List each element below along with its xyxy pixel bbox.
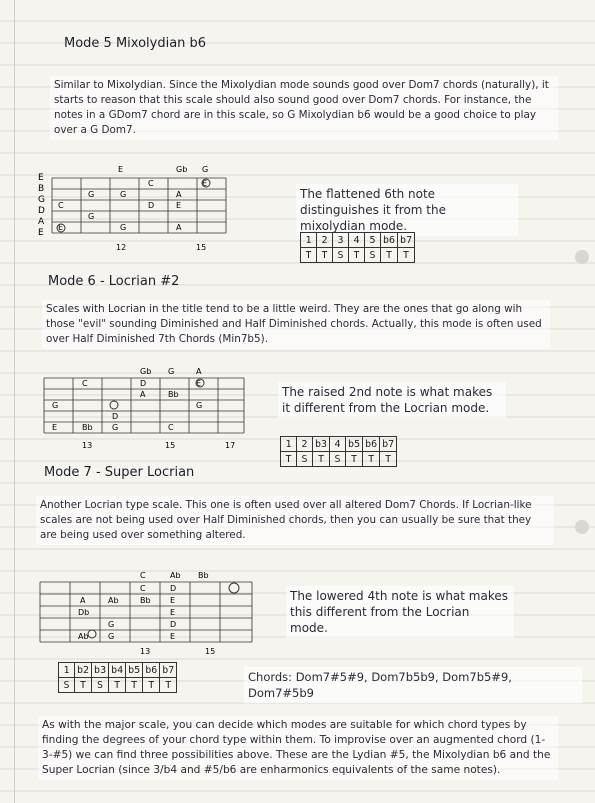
degree-cell: 1 xyxy=(281,437,297,452)
paragraph-mode7: Another Locrian type scale. This one is often used over all altered Dom7 Chords. If Locrian-like scales are not being used over Half Diminished chords, then you can usually be sure that they are being used over something altered. xyxy=(36,496,554,545)
fret-number: 15 xyxy=(205,647,216,656)
heading-mode6: Mode 6 - Locrian #2 xyxy=(48,274,180,289)
fret-number: 17 xyxy=(225,441,236,450)
paragraph-mode5: Similar to Mixolydian. Since the Mixolydian mode sounds good over Dom7 chords (naturally), it starts to reason that this scale should also sound good over Dom7 chords. For instance, the notes in a GDom7 chord are in this scale, so G Mixolydian b6 would be a good choice to play over a G Dom7. xyxy=(50,76,558,140)
fret-note: A xyxy=(80,596,86,605)
fret-note: D xyxy=(140,379,147,388)
degree-cell: 2 xyxy=(317,233,333,248)
step-cell: T xyxy=(75,678,92,693)
fret-note: Ab xyxy=(108,596,119,605)
fret-note: G xyxy=(120,223,127,232)
step-cell: S xyxy=(330,452,346,467)
fret-note: C xyxy=(168,423,174,432)
step-cell: S xyxy=(365,248,381,263)
degree-cell: b3 xyxy=(313,437,330,452)
degree-cell: b2 xyxy=(75,663,92,678)
string-label: E xyxy=(38,228,44,238)
fret-note: A xyxy=(176,223,182,232)
punch-hole xyxy=(575,250,589,264)
fret-note: Db xyxy=(78,608,90,617)
fret-note: A xyxy=(140,390,146,399)
degree-cell: 4 xyxy=(349,233,365,248)
degree-cell: b6 xyxy=(143,663,160,678)
step-cell: T xyxy=(380,452,397,467)
degree-cell: b4 xyxy=(109,663,126,678)
degree-table-mode5 xyxy=(300,232,415,263)
string-label: A xyxy=(38,217,45,227)
fret-note: Bb xyxy=(140,596,151,605)
fret-note: G xyxy=(108,620,115,629)
top-note: A xyxy=(196,367,202,376)
degree-cell: 2 xyxy=(297,437,313,452)
fret-note: C xyxy=(58,201,64,210)
heading-mode7: Mode 7 - Super Locrian xyxy=(44,465,195,480)
root-marker xyxy=(229,583,239,593)
fret-note: E xyxy=(170,608,176,617)
step-cell: T xyxy=(349,248,365,263)
fret-note: Bb xyxy=(82,423,93,432)
degree-cell: b7 xyxy=(398,233,415,248)
step-cell: T xyxy=(109,678,126,693)
fret-note: G xyxy=(120,190,127,199)
degree-cell: 3 xyxy=(333,233,349,248)
fret-note: G xyxy=(108,632,115,641)
string-label: D xyxy=(38,206,45,216)
step-cell: T xyxy=(346,452,363,467)
step-cell: S xyxy=(92,678,109,693)
fret-number: 15 xyxy=(196,243,207,252)
note-mode5: The flattened 6th note distinguishes it from the mixolydian mode. xyxy=(296,184,518,236)
paragraph-mode6: Scales with Locrian in the title tend to be a little weird. They are the ones that go along wih those "evil" sounding Diminished and Half Diminished chords. Actually, this mode is often used over Half Diminished 7th Chords (Min7b5). xyxy=(42,300,550,349)
fret-note: Bb xyxy=(168,390,179,399)
margin-line xyxy=(14,0,15,803)
fret-note: D xyxy=(112,412,119,421)
fret-number: 15 xyxy=(165,441,176,450)
string-label: B xyxy=(38,184,45,194)
top-note: G xyxy=(168,367,175,376)
step-cell: T xyxy=(317,248,333,263)
fret-note: E xyxy=(170,632,176,641)
fret-note: E xyxy=(202,179,208,188)
step-cell: T xyxy=(160,678,177,693)
fret-note: G xyxy=(196,401,203,410)
fret-note: E xyxy=(52,423,58,432)
degree-cell: b5 xyxy=(126,663,143,678)
step-cell: T xyxy=(301,248,317,263)
fret-number: 13 xyxy=(82,441,93,450)
punch-hole xyxy=(575,520,589,534)
step-cell: T xyxy=(143,678,160,693)
step-cell: T xyxy=(313,452,330,467)
top-note: Ab xyxy=(170,571,181,580)
string-label: G xyxy=(38,195,45,205)
fret-note: G xyxy=(52,401,59,410)
fret-note: D xyxy=(170,620,177,629)
fret-note: G xyxy=(88,212,95,221)
degree-cell: b6 xyxy=(381,233,398,248)
top-note: Gb xyxy=(176,165,188,174)
degree-cell: 5 xyxy=(365,233,381,248)
top-note: C xyxy=(140,571,146,580)
step-cell: T xyxy=(126,678,143,693)
fret-note: E xyxy=(176,201,182,210)
fretboard-svg xyxy=(30,366,250,456)
fret-note: D xyxy=(170,584,177,593)
note-mode6: The raised 2nd note is what makes it different from the Locrian mode. xyxy=(278,382,506,418)
fret-note: C xyxy=(82,379,88,388)
fretboard-svg xyxy=(36,162,236,272)
string-label: E xyxy=(38,173,44,183)
fret-note: G xyxy=(112,423,119,432)
step-cell: S xyxy=(297,452,313,467)
fret-number: 12 xyxy=(116,243,127,252)
degree-table-mode6 xyxy=(280,436,397,467)
step-cell: T xyxy=(363,452,380,467)
step-cell: S xyxy=(59,678,75,693)
fret-number: 13 xyxy=(140,647,151,656)
fret-note: E xyxy=(196,379,202,388)
fret-note: C xyxy=(140,584,146,593)
root-marker xyxy=(88,630,96,638)
degree-cell: b7 xyxy=(380,437,397,452)
top-note: E xyxy=(118,165,124,174)
degree-cell: b5 xyxy=(346,437,363,452)
top-note: Gb xyxy=(140,367,152,376)
fret-note: D xyxy=(148,201,155,210)
degree-cell: b6 xyxy=(363,437,380,452)
top-note: Bb xyxy=(198,571,209,580)
step-cell: T xyxy=(381,248,398,263)
paragraph-summary: As with the major scale, you can decide which modes are suitable for which chord types by finding the degrees of your chord type within them. To improvise over an augmented chord (1-3-#5) we can find three possibilities above. These are the Lydian #5, the Mixolydian b6 and the Super Locrian (since 3/b4 and #5/b6 are enharmonics equivalents of the same notes). xyxy=(38,716,558,780)
note-mode7: The lowered 4th note is what makes this different from the Locrian mode. xyxy=(286,586,514,638)
fret-note: A xyxy=(176,190,182,199)
fretboard-diagram-mode5 xyxy=(36,162,236,276)
chords-list: Chords: Dom7#5#9, Dom7b5b9, Dom7b5#9, Dom7#5b9 xyxy=(244,667,582,703)
fretboard-diagram-mode7 xyxy=(30,570,260,670)
top-note: G xyxy=(202,165,209,174)
degree-cell: 4 xyxy=(330,437,346,452)
degree-table-mode7 xyxy=(58,662,177,693)
degree-cell: b7 xyxy=(160,663,177,678)
step-cell: T xyxy=(281,452,297,467)
fret-note: C xyxy=(148,179,154,188)
degree-cell: 1 xyxy=(301,233,317,248)
fretboard-diagram-mode6 xyxy=(30,366,250,460)
root-marker xyxy=(110,401,118,409)
fretboard-svg xyxy=(30,570,260,666)
heading-mode5: Mode 5 Mixolydian b6 xyxy=(64,36,207,51)
fret-note: E xyxy=(58,223,64,232)
step-cell: S xyxy=(333,248,349,263)
fret-note: G xyxy=(88,190,95,199)
fret-note: Ab xyxy=(78,632,89,641)
degree-cell: b3 xyxy=(92,663,109,678)
degree-cell: 1 xyxy=(59,663,75,678)
step-cell: T xyxy=(398,248,415,263)
fret-note: E xyxy=(170,596,176,605)
